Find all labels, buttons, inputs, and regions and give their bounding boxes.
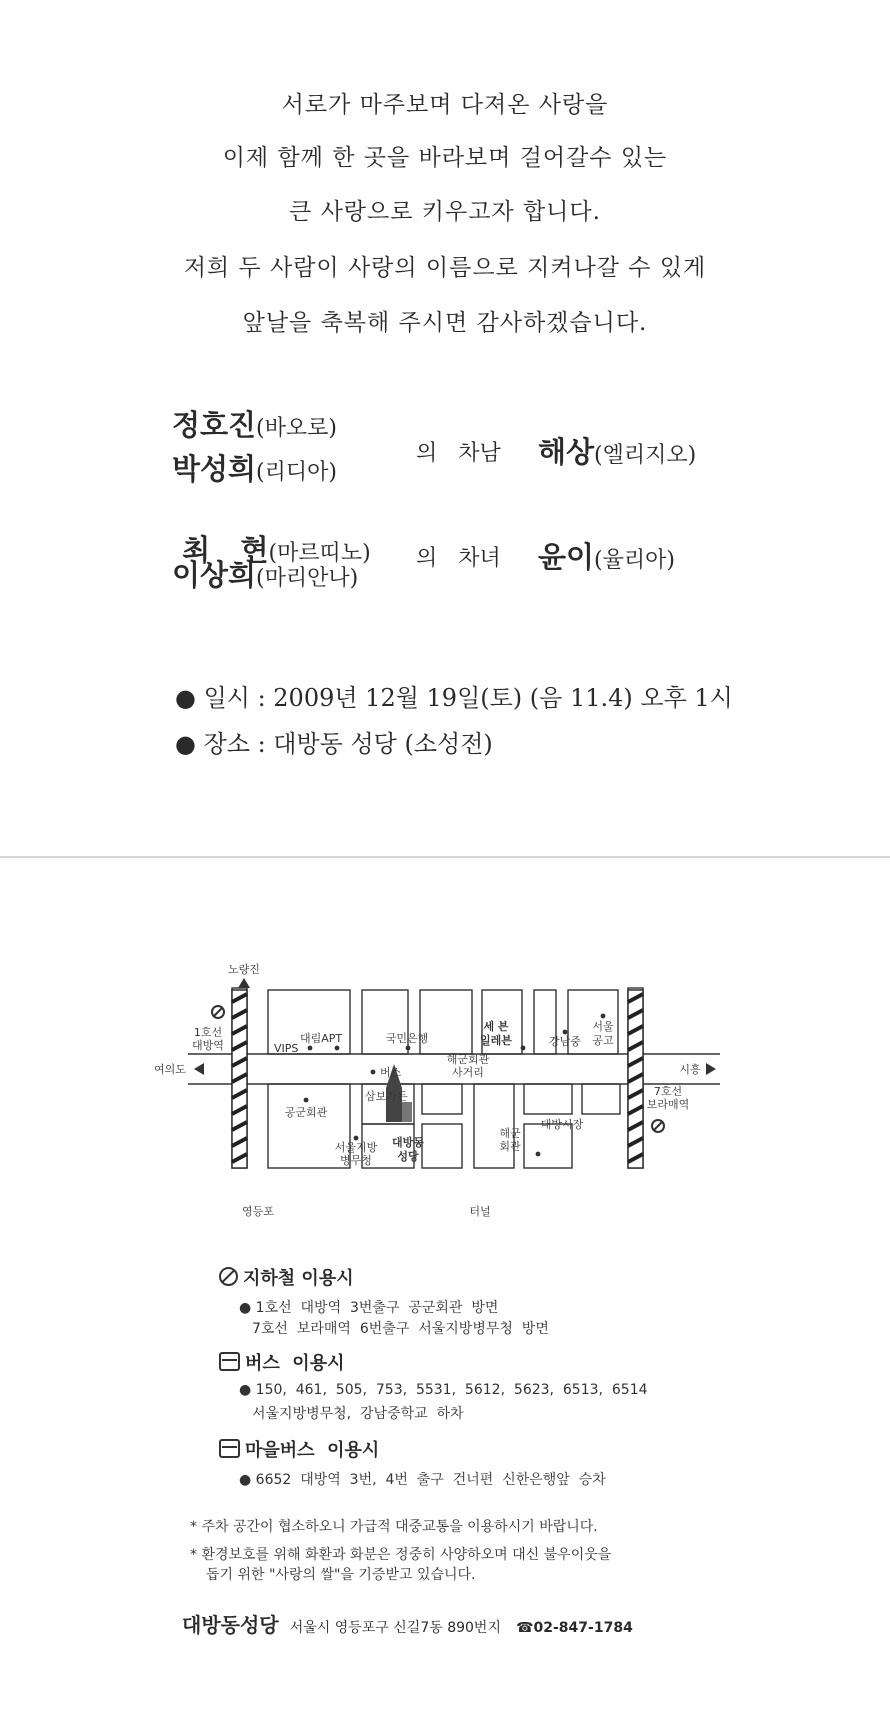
map-label-navy2: 회관 — [499, 1140, 521, 1153]
arrow-up-icon — [238, 978, 250, 988]
map-label-boramae: 보라매역 — [646, 1098, 690, 1111]
bride-name: 윤이(율리아) — [538, 540, 675, 574]
village-bus-heading: 마을버스 이용시 — [219, 1436, 379, 1462]
map-label-military1: 서울지방 — [334, 1141, 378, 1154]
map-label-military2: 병무청 — [340, 1154, 372, 1167]
bus-icon — [219, 1352, 240, 1371]
map-label-church2: 성당 — [397, 1150, 419, 1163]
note-rice: 돕기 위한 "사랑의 쌀"을 기증받고 있습니다. — [206, 1567, 476, 1583]
map-label-seoul2: 공고 — [592, 1034, 614, 1047]
note-flowers: * 환경보호를 위해 화환과 화분은 정중히 사양하오며 대신 불우이웃을 — [190, 1547, 612, 1563]
event-place: ● 장소 : 대방동 성당 (소성전) — [175, 730, 493, 758]
verse-line-2: 이제 함께 한 곳을 바라보며 걸어갈수 있는 — [222, 145, 668, 171]
subway-line-2: 7호선 보라매역 6번출구 서울지방병무청 방면 — [252, 1321, 549, 1337]
footer — [182, 1609, 633, 1638]
bride-father: 최 현(마르띠노) — [182, 533, 371, 567]
groom-mother: 박성희(리디아) — [172, 452, 337, 486]
village-bus-icon — [219, 1439, 240, 1458]
location-map — [150, 960, 730, 1220]
subway-line-1: ● 1호선 대방역 3번출구 공군회관 방면 — [239, 1300, 499, 1316]
map-label-vips: VIPS — [274, 1042, 299, 1055]
map-label-bus: 버스 — [380, 1066, 402, 1079]
map-label-navy1: 해군 — [499, 1127, 521, 1140]
map-label-haegun-crossing2: 사거리 — [452, 1066, 484, 1079]
map-label-seoul1: 서울 — [592, 1020, 614, 1033]
map-label-airforce: 공군회관 — [284, 1106, 328, 1119]
bus-heading: 버스 이용시 — [219, 1349, 344, 1375]
verse-line-3: 큰 사랑으로 키우고자 합니다. — [289, 199, 601, 225]
subway-icon-line1 — [212, 1006, 224, 1018]
subway-heading: 지하철 이용시 — [219, 1264, 354, 1290]
map-label-seven1: 세 븐 — [483, 1020, 509, 1033]
map-label-church1: 대방동 — [392, 1136, 424, 1149]
map-label-kookmin: 국민은행 — [385, 1032, 429, 1045]
map-label-yeongdeungpo: 영등포 — [242, 1205, 274, 1218]
map-label-siheung: 시흥 — [679, 1063, 701, 1076]
map-label-daebang: 대방역 — [192, 1039, 224, 1052]
map-label-market: 대방시장 — [540, 1118, 584, 1131]
village-bus-line-1: ● 6652 대방역 3번, 4번 출구 건너편 신한은행앞 승차 — [239, 1472, 606, 1488]
footer-church-name: 대방동성당 — [182, 1613, 279, 1637]
arrow-right-icon — [706, 1063, 716, 1075]
map-label-line7: 7호선 — [653, 1085, 683, 1098]
groom-father: 정호진(바오로) — [172, 408, 337, 442]
verse-line-1: 서로가 마주보며 다져온 사랑을 — [281, 92, 609, 118]
subway-icon-line7 — [652, 1120, 664, 1132]
map-label-gangnam: 강남중 — [549, 1035, 581, 1048]
railroad-lines — [232, 990, 643, 1168]
footer-phone: ☎02-847-1784 — [516, 1620, 633, 1636]
bus-line-1: ● 150, 461, 505, 753, 5531, 5612, 5623, 6513, 6514 — [239, 1382, 648, 1398]
event-datetime: ● 일시 : 2009년 12월 19일(토) (음 11.4) 오후 1시 — [175, 684, 733, 712]
note-parking: * 주차 공간이 협소하오니 가급적 대중교통을 이용하시기 바랍니다. — [190, 1519, 598, 1535]
subway-icon — [219, 1267, 238, 1286]
map-label-haegun-crossing1: 해군회관 — [446, 1053, 490, 1066]
map-label-noryangjin: 노량진 — [228, 963, 260, 976]
groom-name: 해상(엘리지오) — [538, 435, 697, 469]
map-label-sambo: 삼보가든 — [365, 1090, 408, 1103]
map-label-tunnel: 터널 — [469, 1205, 491, 1218]
map-label-seven2: 일레븐 — [480, 1034, 512, 1047]
bus-line-2: 서울지방병무청, 강남중학교 하차 — [252, 1406, 464, 1422]
bride-mother: 이상희(마리안나) — [172, 558, 359, 592]
verse-line-5: 앞날을 축복해 주시면 감사하겠습니다. — [242, 310, 648, 336]
groom-relation: 의 차남 — [416, 441, 501, 466]
map-label-yeouido: 여의도 — [154, 1063, 186, 1076]
bride-relation: 의 차녀 — [416, 546, 501, 571]
fold-line — [0, 856, 890, 858]
footer-address: 서울시 영등포구 신길7동 890번지 — [289, 1620, 501, 1636]
arrow-left-icon — [194, 1063, 204, 1075]
map-label-daerim: 대림APT — [300, 1032, 343, 1045]
verse-line-4: 저희 두 사람이 사랑의 이름으로 지켜나갈 수 있게 — [183, 255, 707, 281]
map-label-line1: 1호선 — [193, 1026, 223, 1039]
